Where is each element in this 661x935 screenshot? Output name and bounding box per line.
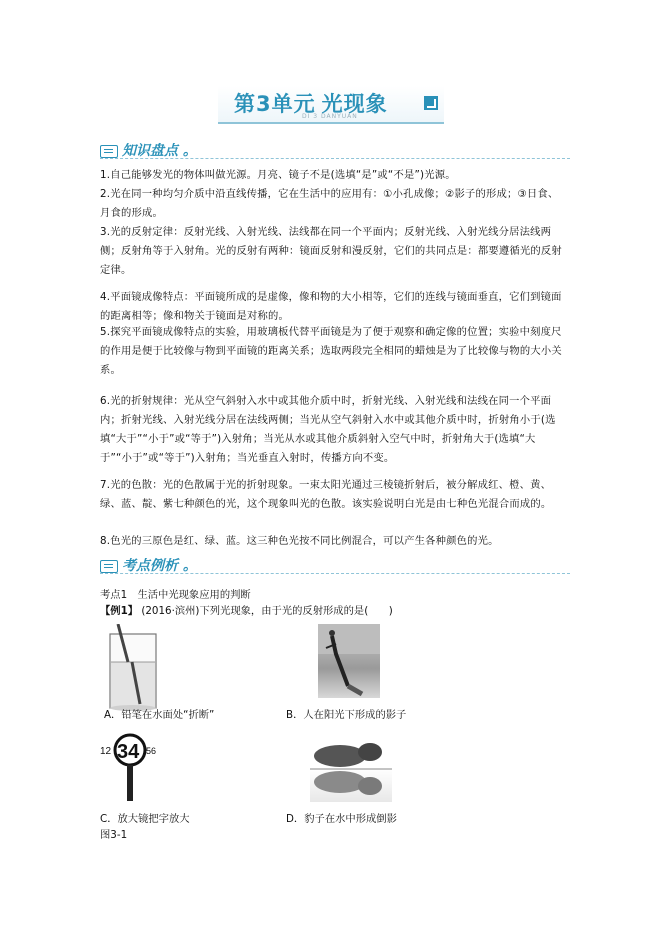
option-a: A．铅笔在水面处“折断” [104,709,215,721]
knowledge-item-2: 2.光在同一种均匀介质中沿直线传播，它在生活中的应用有：①小孔成像；②影子的形成；③日食、月食的形成。 [100,188,559,219]
example-label: 【例1】 [100,605,139,617]
section-divider [100,158,570,159]
unit-title-banner [218,86,444,124]
option-b: B．人在阳光下形成的影子 [286,709,407,721]
knowledge-item-8: 8.色光的三原色是红、绿、蓝。这三种色光按不同比例混合，可以产生各种颜色的光。 [100,535,499,547]
section-divider [100,573,570,574]
magnifier-left-digits: 12 [100,746,112,757]
example-topic: 考点1 生活中光现象应用的判断 [100,589,251,601]
knowledge-item-4: 4.平面镜成像特点：平面镜所成的是虚像，像和物的大小相等，它们的连线与镜面垂直，它们到镜面的距离相等；像和物关于镜面是对称的。 [100,291,562,322]
section-examples-header: 考点例析 。 [100,555,197,573]
figure-label: 图3-1 [100,829,128,841]
knowledge-item-5: 5.探究平面镜成像特点的实验，用玻璃板代替平面镜是为了便于观察和确定像的位置；实验中刻度尺的作用是便于比较像与物到平面镜的距离关系；选取两段完全相同的蜡烛是为了比较像与物的大小关系。 [100,326,562,376]
leopard-reflection-image [310,736,392,802]
section-examples-title: 考点例析 [122,558,178,574]
golfer-shadow-image [318,624,380,698]
book-icon [100,560,118,573]
example-question [100,602,393,617]
magnifier-center-digits: 34 [117,741,140,763]
magnifier-image [100,732,160,802]
unit-number: 第3单元 [234,92,316,116]
option-d: D．豹子在水中形成倒影 [286,813,397,825]
section-knowledge-header: 知识盘点 。 [100,140,197,158]
example-question-text: (2016·滨州)下列光现象，由于光的反射形成的是( ) [141,605,393,617]
knowledge-item-3: 3.光的反射定律：反射光线、入射光线、法线都在同一个平面内；反射光线、入射光线分居法线两侧；反射角等于入射角。光的反射有两种：镜面反射和漫反射，它们的共同点是：都要遵循光的反射定律。 [100,226,562,276]
section-knowledge-title: 知识盘点 [122,143,178,159]
pencil-in-glass-image [104,624,168,714]
unit-pinyin: DI 3 DANYUAN [302,113,358,120]
knowledge-item-7: 7.光的色散：光的色散属于光的折射现象。一束太阳光通过三棱镜折射后，被分解成红、橙、黄、绿、蓝、靛、紫七种颜色的光，这个现象叫光的色散。该实验说明白光是由七种色光混合而成的。 [100,479,552,510]
book-icon [100,145,118,158]
knowledge-item-6: 6.光的折射规律：光从空气斜射入水中或其他介质中时，折射光线、入射光线和法线在同一个平面内；折射光线、入射光线分居在法线两侧；当光从空气斜射入水中或其他介质中时，折射角小于(选填“大于”“小于”或“等于”)入射角；当光从水或其他介质斜射入空气中时，折射角大于(选填“大于”“小于”或“等于”)入射角；当光垂直入射时，传播方向不变。 [100,395,556,464]
magnifier-right-digits: 56 [146,746,157,756]
unit-subtitle: 光现象 [321,92,388,116]
option-c: C．放大镜把字放大 [100,813,190,825]
knowledge-item-1: 1.自己能够发光的物体叫做光源。月亮、镜子不是(选填“是”或“不是”)光源。 [100,169,456,181]
corner-arrow-icon [424,96,438,110]
